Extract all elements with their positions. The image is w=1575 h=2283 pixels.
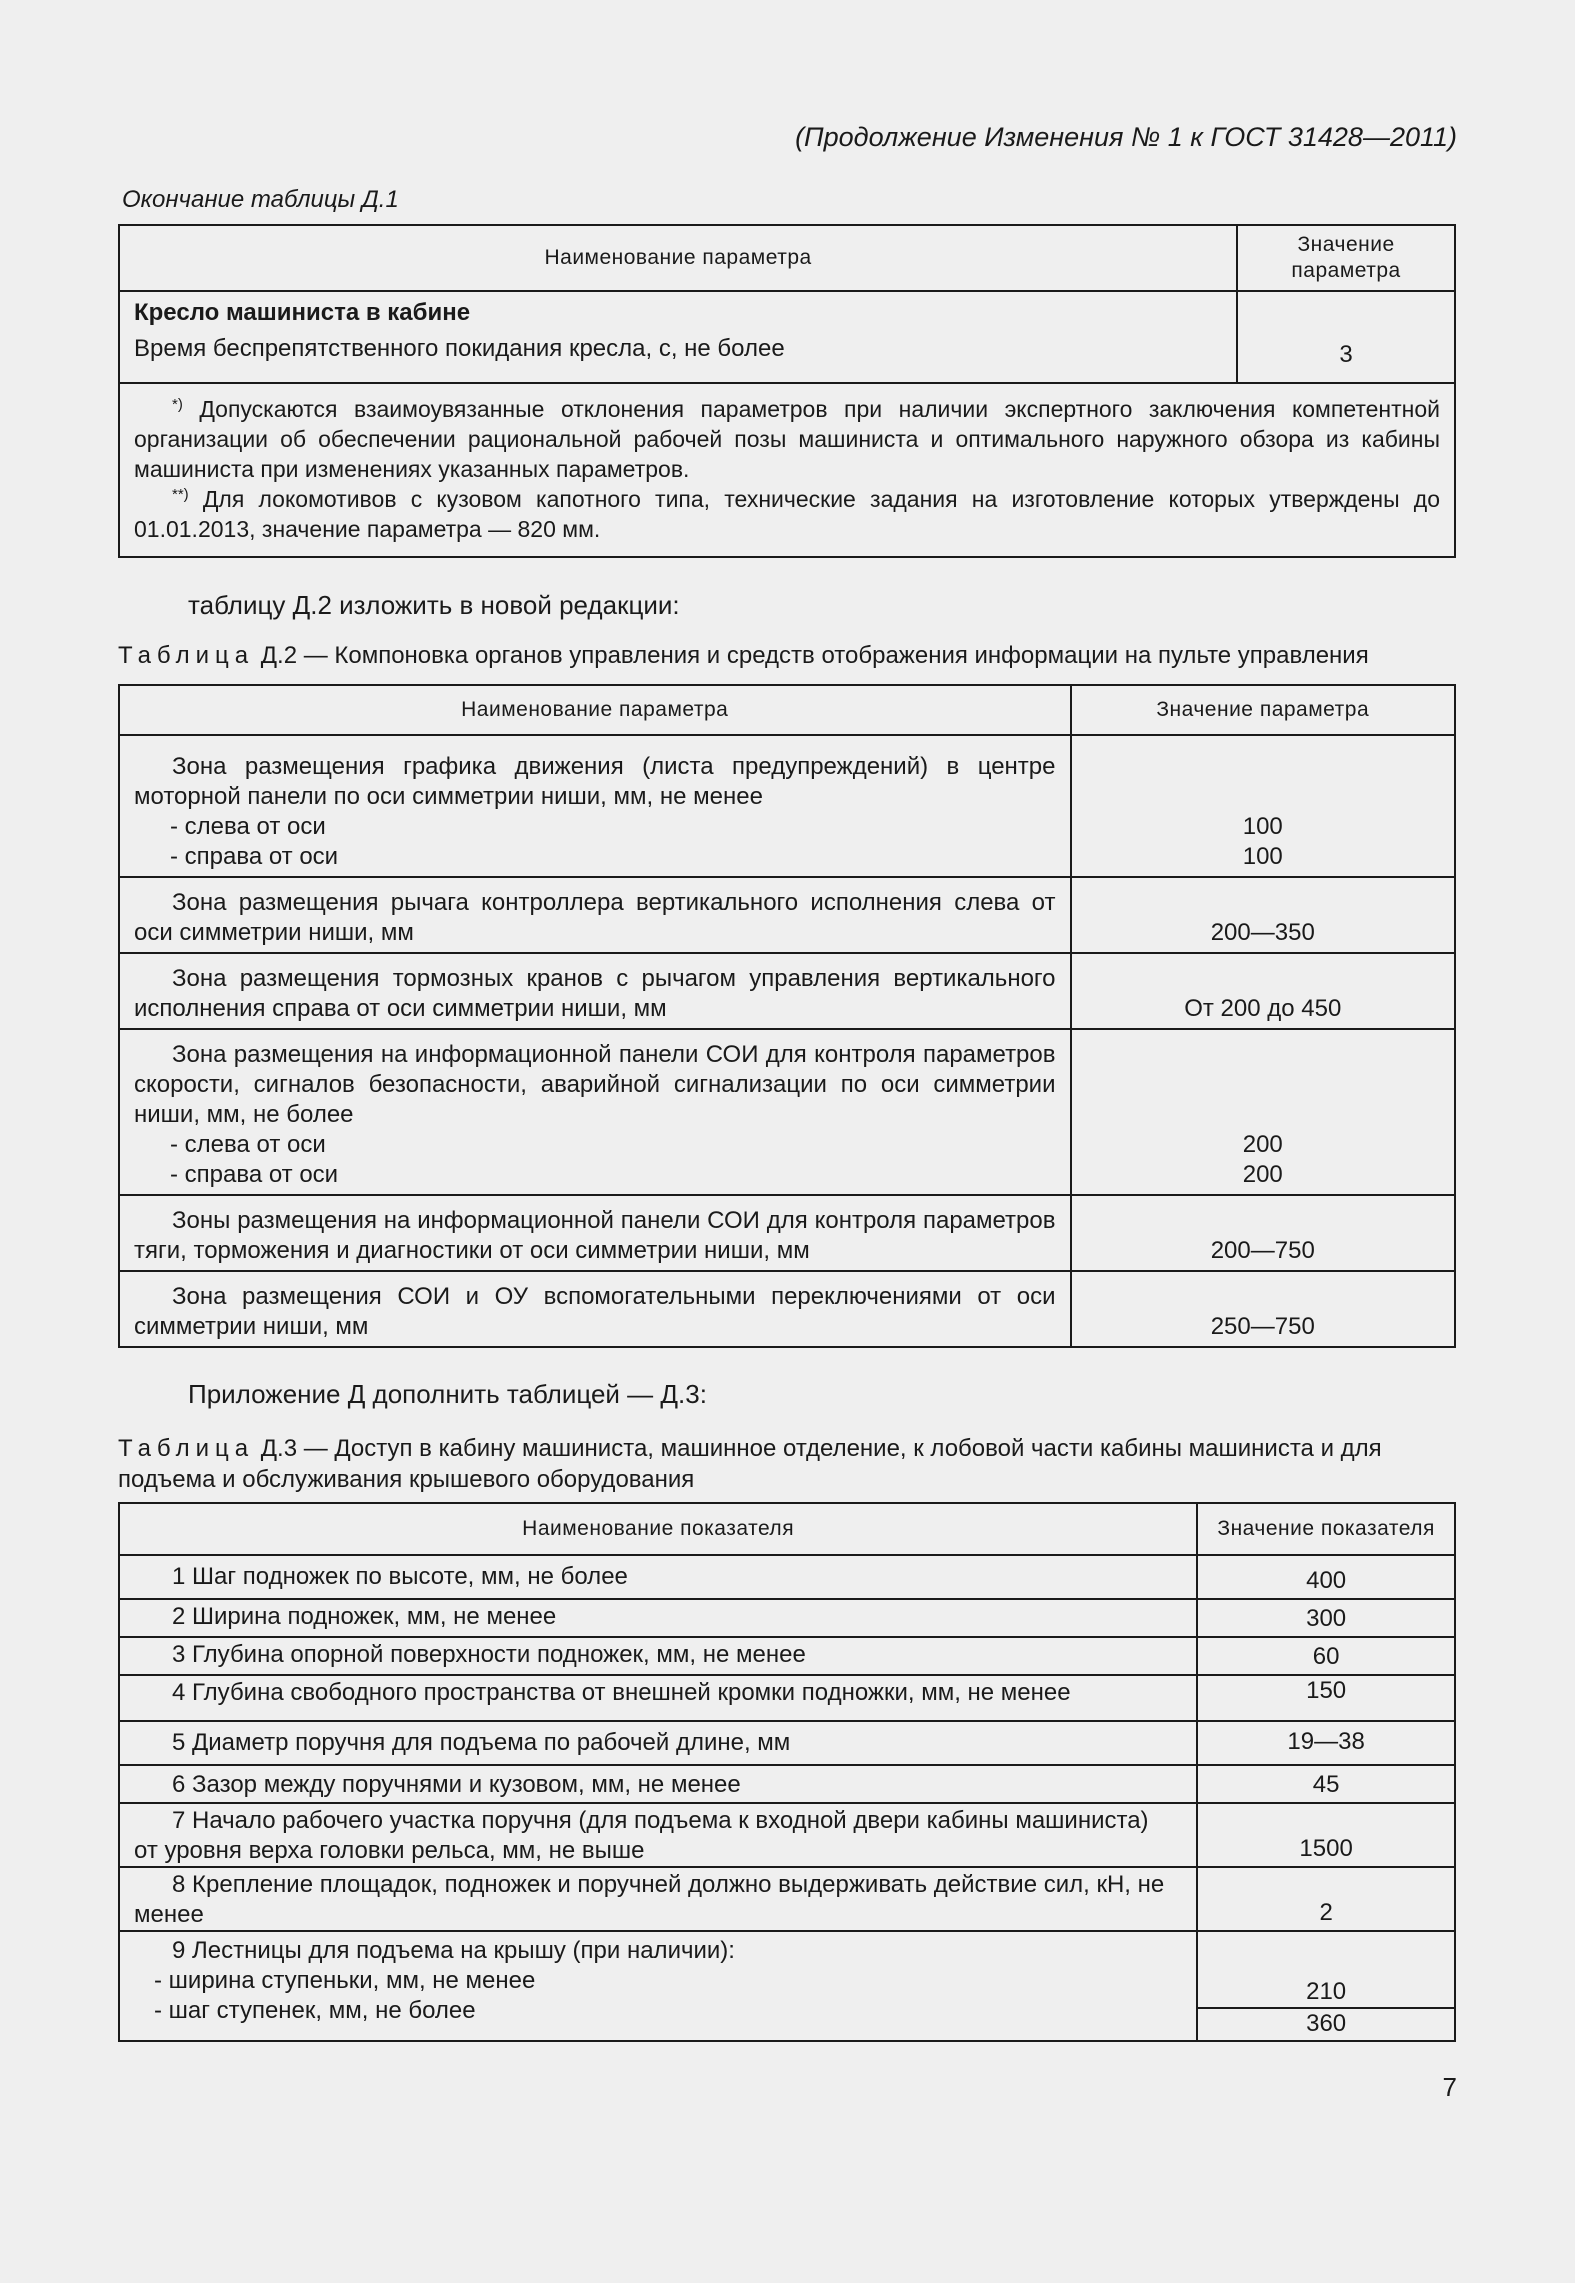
row-text: Зона размещения графика движения (листа предупреждений) в центре моторной панели по оси симметрии ниши, мм, не менее xyxy=(134,753,1056,810)
footnote-2 xyxy=(134,484,1440,544)
row-value: 3 xyxy=(1237,291,1455,383)
row-name-cell xyxy=(119,1029,1071,1195)
row-text-line1: 9 Лестницы для подъема на крышу (при наличии): xyxy=(172,1937,735,1964)
row-values xyxy=(1071,735,1456,877)
row-value: От 200 до 450 xyxy=(1071,953,1456,1029)
row-value: 45 xyxy=(1197,1765,1455,1803)
row-sub-step: - шаг ступенек, мм, не более xyxy=(154,1997,476,2024)
header-name: Наименование параметра xyxy=(119,225,1237,291)
table3-caption-text: Д.3 — Доступ в кабину машиниста, машинное отделение, к лобовой части кабины машиниста и для подъема и обслуживания крышевого оборудования xyxy=(118,1435,1382,1493)
row-sub-left: - слева от оси xyxy=(170,813,326,840)
row-text-line2: от уровня верха головки рельса, мм, не выше xyxy=(134,1837,645,1864)
table-d3 xyxy=(118,1502,1456,2042)
row-name-cell xyxy=(119,1867,1197,1931)
row-text: Зона размещения тормозных кранов с рычагом управления вертикального исполнения справа от оси симметрии ниши, мм xyxy=(119,953,1071,1029)
table-row xyxy=(119,1675,1455,1721)
row-text: 6 Зазор между поручнями и кузовом, мм, не менее xyxy=(119,1765,1197,1803)
row-values xyxy=(1197,1931,1455,2041)
footnote-2-mark: **) xyxy=(172,486,189,503)
row-text: 3 Глубина опорной поверхности подножек, мм, не менее xyxy=(119,1637,1197,1675)
table-d2 xyxy=(118,684,1456,1348)
footnotes xyxy=(119,383,1455,557)
table2-caption-text: Д.2 — Компоновка органов управления и средств отображения информации на пульте управления xyxy=(254,642,1369,669)
table3-caption-prefix: Таблица xyxy=(118,1435,255,1462)
row-text: Зона размещения СОИ и ОУ вспомогательными переключениями от оси симметрии ниши, мм xyxy=(119,1271,1071,1347)
table-row xyxy=(119,1637,1455,1675)
row-name-cell xyxy=(119,1803,1197,1867)
row-values xyxy=(1071,1029,1456,1195)
section-title: Кресло машиниста в кабине xyxy=(134,299,471,326)
table-row xyxy=(119,1867,1455,1931)
row-value: 250—750 xyxy=(1071,1271,1456,1347)
footnote-1 xyxy=(134,394,1440,484)
table-row xyxy=(119,1931,1455,2041)
row-text: 2 Ширина подножек, мм, не менее xyxy=(119,1599,1197,1637)
table-header-row xyxy=(119,225,1455,291)
split-values xyxy=(1198,1933,1454,2039)
row-sub-right: - справа от оси xyxy=(170,843,339,870)
header-value: Значение показателя xyxy=(1197,1503,1455,1555)
row-sub-width: - ширина ступеньки, мм, не менее xyxy=(154,1967,536,1994)
table-row xyxy=(119,953,1455,1029)
instruction-paragraph-1: таблицу Д.2 изложить в новой редакции: xyxy=(188,590,680,620)
row-text-line1: 8 Крепление площадок, подножек и поручней должно выдерживать действие сил, кН, не xyxy=(172,1871,1165,1898)
table-row xyxy=(119,291,1455,383)
row-text: Зона размещения на информационной панели СОИ для контроля параметров скорости, сигналов безопасности, аварийной сигнализации по оси симметрии ниши, мм, не более xyxy=(134,1041,1056,1128)
notes-row xyxy=(119,383,1455,557)
row-name: Время беспрепятственного покидания кресла, с, не более xyxy=(134,335,785,362)
running-header: (Продолжение Изменения № 1 к ГОСТ 31428—2011) xyxy=(795,122,1457,152)
table-header-row xyxy=(119,685,1455,735)
table2-caption xyxy=(118,640,1456,671)
row-sub-right: - справа от оси xyxy=(170,1161,339,1188)
row-text-line1: 7 Начало рабочего участка поручня (для подъема к входной двери кабины машиниста) xyxy=(172,1807,1149,1834)
page-number: 7 xyxy=(1442,2072,1457,2102)
row-value: 2 xyxy=(1197,1867,1455,1931)
row-name-cell xyxy=(119,291,1237,383)
row-name-cell xyxy=(119,1931,1197,2041)
header-value-line1: Значение xyxy=(1297,233,1395,256)
row-text: 4 Глубина свободного пространства от внешней кромки подножки, мм, не менее xyxy=(119,1675,1197,1721)
table-row xyxy=(119,1803,1455,1867)
row-text: Зоны размещения на информационной панели СОИ для контроля параметров тяги, торможения и диагностики от оси симметрии ниши, мм xyxy=(119,1195,1071,1271)
row-value: 200—750 xyxy=(1071,1195,1456,1271)
footnote-2-text: Для локомотивов с кузовом капотного типа, технические задания на изготовление которых утверждены до 01.01.2013, значение параметра — 820 мм. xyxy=(134,486,1440,542)
row-value: 400 xyxy=(1197,1555,1455,1599)
row-text-line2: менее xyxy=(134,1901,204,1928)
row-text: 1 Шаг подножек по высоте, мм, не более xyxy=(119,1555,1197,1599)
row-text: 5 Диаметр поручня для подъема по рабочей длине, мм xyxy=(119,1721,1197,1765)
row-value: 150 xyxy=(1197,1675,1455,1721)
row-value: 200—350 xyxy=(1071,877,1456,953)
table-row xyxy=(119,1195,1455,1271)
header-name: Наименование параметра xyxy=(119,685,1071,735)
row-sub-left: - слева от оси xyxy=(170,1131,326,1158)
header-name: Наименование показателя xyxy=(119,1503,1197,1555)
row-name-cell xyxy=(119,735,1071,877)
table-row xyxy=(119,1555,1455,1599)
instruction-paragraph-2: Приложение Д дополнить таблицей — Д.3: xyxy=(188,1379,707,1409)
row-value: 60 xyxy=(1197,1637,1455,1675)
value-right: 100 xyxy=(1242,843,1283,870)
table-row xyxy=(119,1271,1455,1347)
value-width: 210 xyxy=(1198,1977,1454,2009)
footnote-1-mark: *) xyxy=(172,396,183,413)
header-value xyxy=(1237,225,1455,291)
table-row xyxy=(119,877,1455,953)
table-header-row xyxy=(119,1503,1455,1555)
header-value-line2: параметра xyxy=(1291,259,1401,282)
row-text: Зона размещения рычага контроллера вертикального исполнения слева от оси симметрии ниши, мм xyxy=(119,877,1071,953)
table-row xyxy=(119,735,1455,877)
value-left: 200 xyxy=(1242,1131,1283,1158)
table3-caption xyxy=(118,1433,1456,1495)
header-value: Значение параметра xyxy=(1071,685,1456,735)
table-row xyxy=(119,1721,1455,1765)
table2-caption-prefix: Таблица xyxy=(118,642,255,669)
value-step: 360 xyxy=(1306,2010,1347,2037)
row-value: 1500 xyxy=(1197,1803,1455,1867)
row-value: 300 xyxy=(1197,1599,1455,1637)
table-d1-end xyxy=(118,224,1456,558)
table-row xyxy=(119,1599,1455,1637)
value-left: 100 xyxy=(1242,813,1283,840)
table-row xyxy=(119,1765,1455,1803)
footnote-1-text: Допускаются взаимоувязанные отклонения параметров при наличии экспертного заключения компетентной организации об обеспечении рациональной рабочей позы машиниста и оптимального наружного обзора из кабины машиниста при изменениях указанных параметров. xyxy=(134,396,1440,482)
table-row xyxy=(119,1029,1455,1195)
row-value: 19—38 xyxy=(1197,1721,1455,1765)
table1-caption: Окончание таблицы Д.1 xyxy=(122,186,399,213)
value-right: 200 xyxy=(1242,1161,1283,1188)
